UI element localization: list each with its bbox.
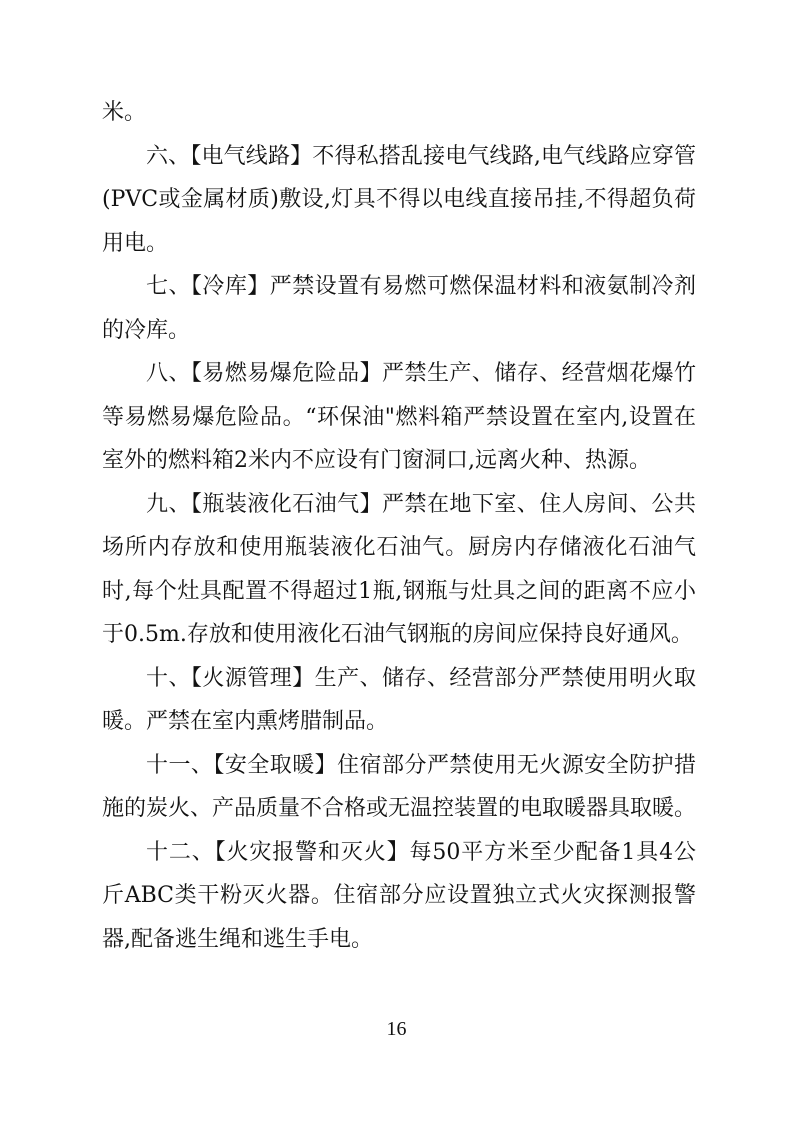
paragraph-continuation: 米。	[102, 100, 147, 125]
paragraph-lpg-cylinders: 九、【瓶装液化石油气】严禁在地下室、住人房间、公共场所内存放和使用瓶装液化石油气。厨房内存储液化石油气时,每个灶具配置不得超过1瓶,钢瓶与灶具之间的距离不应小于0.5m.存放和使用液化石油气钢瓶的房间应保持良好通风。	[102, 491, 696, 647]
paragraph-safe-heating: 十一、【安全取暖】住宿部分严禁使用无火源安全防护措施的炭火、产品质量不合格或无温控装置的电取暖器具取暖。	[102, 752, 697, 821]
document-body	[102, 91, 696, 961]
paragraph-fire-alarm: 十二、【火灾报警和灭火】每50平方米至少配备1具4公斤ABC类干粉灭火器。住宿部分应设置独立式火灾探测报警器,配备逃生绳和逃生手电。	[102, 839, 696, 952]
page-number: 16	[386, 1018, 407, 1040]
paragraph-electrical-wiring: 六、【电气线路】不得私搭乱接电气线路,电气线路应穿管(PVC或金属材质)敷设,灯具不得以电线直接吊挂,不得超负荷用电。	[102, 143, 696, 256]
paragraph-cold-storage: 七、【冷库】严禁设置有易燃可燃保温材料和液氨制冷剂的冷库。	[102, 274, 696, 343]
paragraph-fire-source: 十、【火源管理】生产、储存、经营部分严禁使用明火取暖。严禁在室内熏烤腊制品。	[102, 665, 696, 734]
paragraph-hazardous-goods: 八、【易燃易爆危险品】严禁生产、储存、经营烟花爆竹等易燃易爆危险品。“环保油"燃料箱严禁设置在室内,设置在室外的燃料箱2米内不应设有门窗洞口,远离火种、热源。	[102, 361, 696, 473]
